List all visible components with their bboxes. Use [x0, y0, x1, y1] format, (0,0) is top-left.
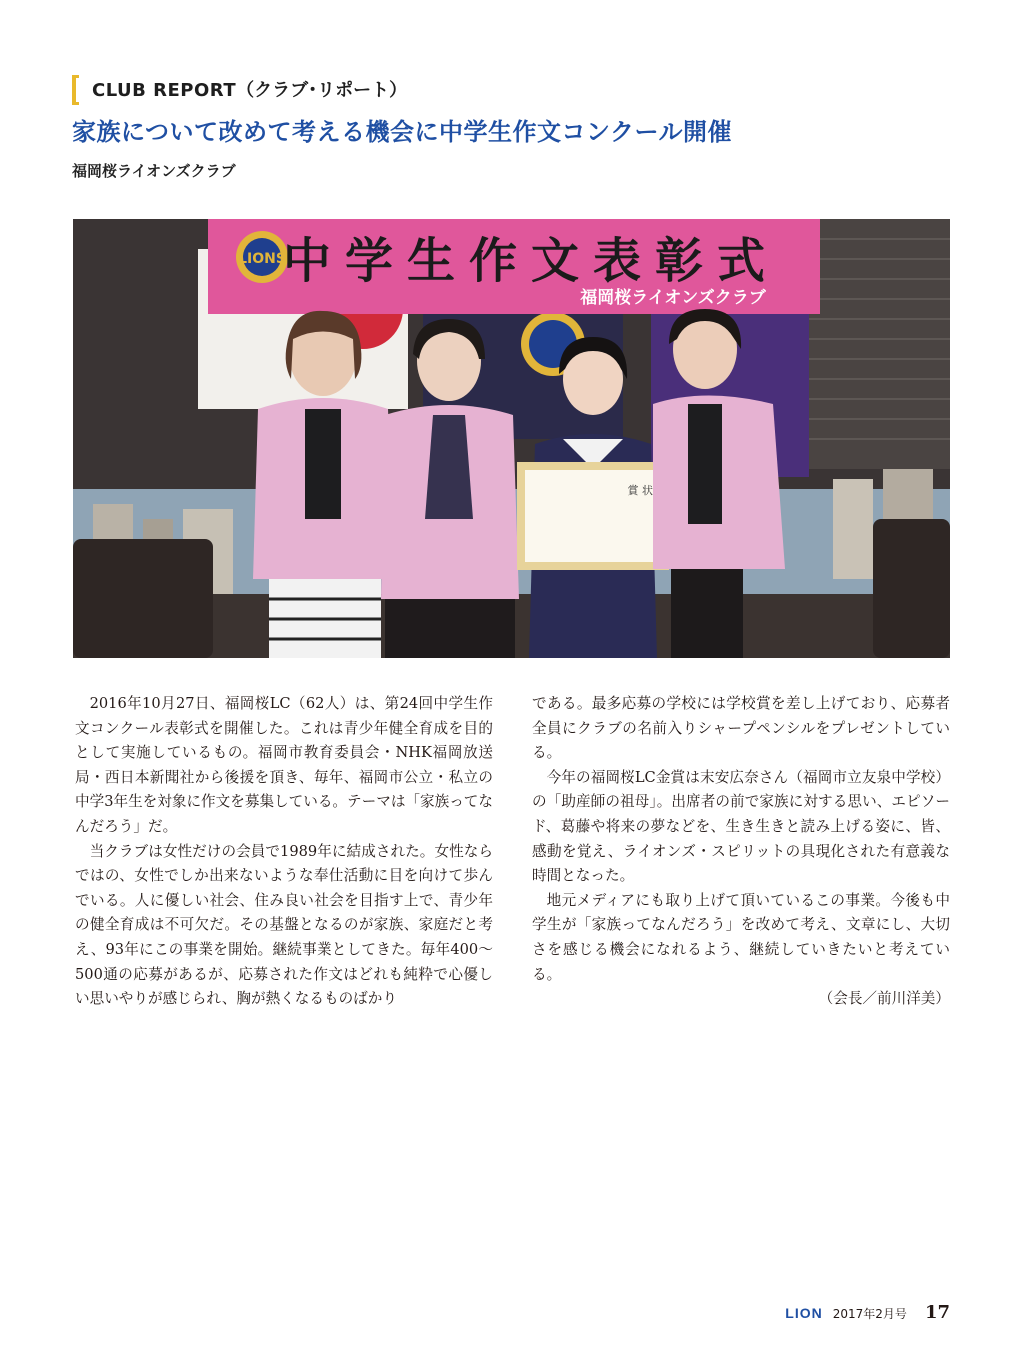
banner-sub-text: 福岡桜ライオンズクラブ [580, 288, 766, 308]
event-photo [73, 219, 950, 658]
banner-main-text: 中学生作文表彰式 [282, 233, 780, 289]
article-column-right [532, 692, 950, 1012]
magazine-name: LION [785, 1305, 823, 1321]
article-paragraph: 当クラブは女性だけの会員で1989年に結成された。女性ならではの、女性でしか出来ないような奉仕活動に目を向けて歩んでいる。人に優しい社会、住み良い社会を目指す上で、青少年の健全育成は不可欠だ。その基盤となるのが家族、家庭だと考え、93年にこの事業を開始。継続事業としてきた。毎年400～500通の応募があるが、応募された作文はどれも純粋で心優しい思いやりが感じられ、胸が熱くなるものばかり [75, 842, 493, 1008]
section-kicker [92, 76, 407, 102]
article-paragraph: 今年の福岡桜LC金賞は末安広奈さん（福岡市立友泉中学校）の「助産師の祖母」。出席者の前で家族に対する思い、エピソード、葛藤や将来の夢などを、生き生きと読み上げる姿に、皆、感動を覚え、ライオンズ・スピリットの具現化された有意義な時間となった。 [532, 768, 950, 885]
article-column-left [75, 692, 493, 1012]
chair [873, 519, 950, 658]
window-blinds [808, 219, 950, 469]
article-signature: （会長／前川洋美） [818, 990, 950, 1008]
article-paragraph: 2016年10月27日、福岡桜LC（62人）は、第24回中学生作文コンクール表彰式を開催した。これは青少年健全育成を目的として実施しているもの。福岡市教育委員会・NHK福岡放送局・西日本新聞社から後援を頂き、毎年、福岡市公立・私立の中学3年生を対象に作文を募集している。テーマは「家族ってなんだろう」だ。 [75, 695, 493, 835]
page-footer [785, 1302, 950, 1323]
event-banner [208, 219, 820, 314]
kicker-english: CLUB REPORT [92, 80, 237, 101]
issue-date: 2017年2月号 [832, 1307, 907, 1321]
certificate-title: 賞 状 [627, 484, 653, 497]
article-title: 家族について改めて考える機会に中学生作文コンクール開催 [72, 118, 733, 146]
section-bracket [72, 75, 79, 105]
banner-logo: LIONS [238, 251, 286, 267]
page-number: 17 [924, 1302, 950, 1323]
club-name: 福岡桜ライオンズクラブ [72, 162, 236, 180]
kicker-japanese: （クラブ･リポート） [236, 80, 408, 101]
article-paragraph-continuation: である。最多応募の学校には学校賞を差し上げており、応募者全員にクラブの名前入りシャープペンシルをプレゼントしている。 [532, 695, 950, 762]
article-paragraph: 地元メディアにも取り上げて頂いているこの事業。今後も中学生が「家族ってなんだろう」を改めて考え、文章にし、大切さを感じる機会になれるよう、継続していきたいと考えている。 [532, 891, 950, 983]
chair [73, 539, 213, 658]
